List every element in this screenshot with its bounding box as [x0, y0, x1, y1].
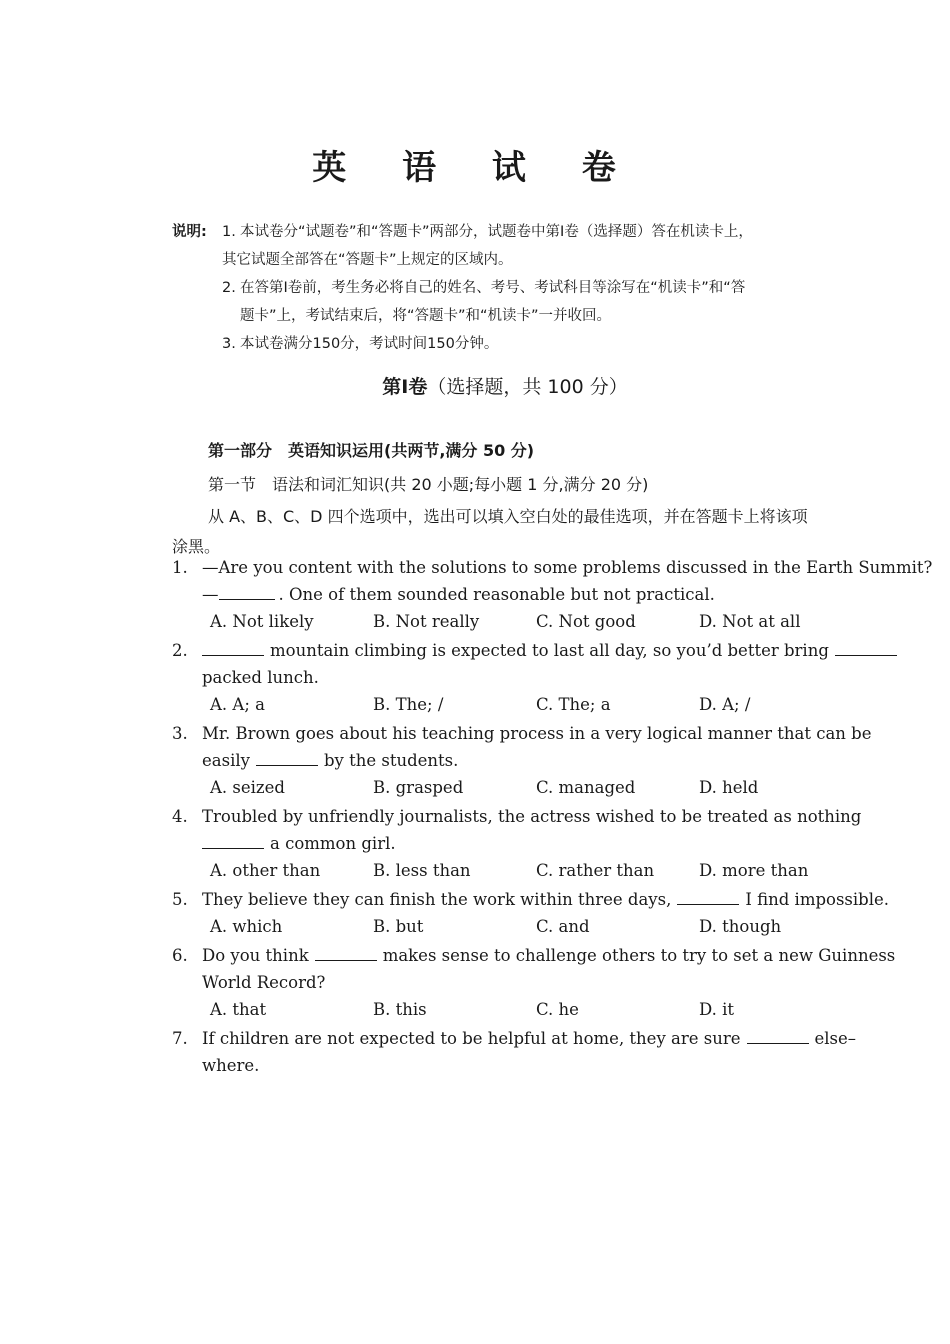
option-d[interactable]: D. more than — [699, 861, 809, 880]
question-7 — [172, 1025, 862, 1079]
question-list — [172, 554, 933, 1079]
answer-blank[interactable] — [219, 585, 275, 600]
answer-options — [172, 774, 862, 801]
note-number: 3. — [222, 336, 236, 352]
exam-title: 英 语 试 卷 — [312, 148, 638, 188]
question-number: 5. — [172, 890, 188, 909]
question-4 — [172, 803, 862, 884]
note-text: 在答第Ⅰ卷前，考生务必将自己的姓名、考号、考试科目等涂写在“机读卡”和“答 — [240, 280, 746, 296]
subsection-heading — [208, 472, 648, 495]
question-text: where. — [202, 1056, 260, 1075]
answer-blank[interactable] — [315, 946, 377, 961]
note-number: 1. — [222, 224, 236, 240]
question-text: World Record? — [202, 973, 326, 992]
part-title-rest: （选择题，共 100 分） — [427, 376, 628, 398]
answer-blank[interactable] — [202, 641, 264, 656]
question-number: 4. — [172, 807, 188, 826]
question-text: packed lunch. — [202, 668, 319, 687]
option-c[interactable]: C. and — [536, 917, 590, 936]
answer-blank[interactable] — [256, 751, 318, 766]
answer-blank[interactable] — [677, 890, 739, 905]
instructions-block — [172, 218, 862, 358]
note-text-continued: 其它试题全部答在“答题卡”上规定的区域内。 — [222, 252, 513, 268]
question-text: They believe they can finish the work within three days, — [202, 890, 672, 909]
subsection-title: 语法和词汇知识(共 20 小题;每小题 1 分,满分 20 分) — [272, 475, 649, 494]
question-5 — [172, 886, 890, 940]
option-d[interactable]: D. Not at all — [699, 612, 801, 631]
question-text: mountain climbing is expected to last all day, so you’d better bring — [270, 641, 829, 660]
answer-blank[interactable] — [747, 1029, 809, 1044]
question-text: . One of them sounded reasonable but not practical. — [278, 585, 715, 604]
option-a[interactable]: A. other than — [210, 861, 321, 880]
question-text: makes sense to challenge others to try to set a new Guinness — [382, 946, 896, 965]
part-title-bold: 第Ⅰ卷 — [382, 376, 428, 398]
subsection-number: 第一节 — [208, 475, 257, 494]
answer-blank[interactable] — [202, 834, 264, 849]
question-number: 6. — [172, 946, 188, 965]
question-text: else– — [814, 1029, 857, 1048]
question-text: Troubled by unfriendly journalists, the actress wished to be treated as nothing — [202, 807, 862, 826]
option-a[interactable]: A. that — [210, 1000, 267, 1019]
note-item-1 — [172, 218, 862, 274]
instruction-line: 涂黑。 — [172, 537, 221, 556]
question-text: — — [202, 585, 219, 604]
note-item-3 — [172, 330, 862, 358]
question-text: If children are not expected to be helpful at home, they are sure — [202, 1029, 741, 1048]
question-text: by the students. — [323, 751, 459, 770]
section-heading: 第一部分 英语知识运用(共两节,满分 50 分) — [208, 441, 535, 460]
answer-options — [172, 857, 862, 884]
note-item-2 — [172, 274, 862, 330]
question-6 — [172, 942, 896, 1023]
option-d[interactable]: D. it — [699, 1000, 735, 1019]
part-title — [0, 372, 950, 399]
note-number: 2. — [222, 280, 236, 296]
question-text: Mr. Brown goes about his teaching process in a very logical manner that can be — [202, 724, 872, 743]
option-c[interactable]: C. managed — [536, 778, 636, 797]
question-text: a common girl. — [270, 834, 396, 853]
question-number: 3. — [172, 724, 188, 743]
option-a[interactable]: A. Not likely — [210, 612, 314, 631]
question-1 — [172, 554, 933, 635]
answer-options — [172, 608, 862, 635]
question-text: —Are you content with the solutions to some problems discussed in the Earth Summit? — [202, 558, 933, 577]
question-text: easily — [202, 751, 250, 770]
option-b[interactable]: B. grasped — [373, 778, 464, 797]
question-number: 1. — [172, 558, 188, 577]
note-text: 本试卷分“试题卷”和“答题卡”两部分，试题卷中第Ⅰ卷（选择题）答在机读卡上， — [240, 224, 753, 240]
option-b[interactable]: B. but — [373, 917, 424, 936]
option-b[interactable]: B. less than — [373, 861, 471, 880]
note-text: 本试卷满分150分，考试时间150分钟。 — [240, 336, 499, 352]
option-d[interactable]: D. held — [699, 778, 759, 797]
question-number: 7. — [172, 1029, 188, 1048]
answer-blank[interactable] — [835, 641, 897, 656]
question-number: 2. — [172, 641, 188, 660]
question-text: Do you think — [202, 946, 309, 965]
option-a[interactable]: A. A; a — [210, 695, 265, 714]
question-3 — [172, 720, 872, 801]
option-a[interactable]: A. seized — [210, 778, 285, 797]
option-c[interactable]: C. Not good — [536, 612, 636, 631]
option-d[interactable]: D. A; / — [699, 695, 751, 714]
option-b[interactable]: B. The; / — [373, 695, 444, 714]
option-b[interactable]: B. Not really — [373, 612, 480, 631]
answer-options — [172, 996, 862, 1023]
option-c[interactable]: C. rather than — [536, 861, 655, 880]
option-c[interactable]: C. he — [536, 1000, 579, 1019]
answer-options — [172, 691, 862, 718]
option-a[interactable]: A. which — [210, 917, 283, 936]
notes-label: 说明: — [172, 224, 207, 240]
note-text-continued: 题卡”上，考试结束后，将“答题卡”和“机读卡”一并收回。 — [240, 308, 612, 324]
option-c[interactable]: C. The; a — [536, 695, 611, 714]
section-instruction — [172, 502, 862, 562]
option-b[interactable]: B. this — [373, 1000, 427, 1019]
option-d[interactable]: D. though — [699, 917, 782, 936]
answer-options — [172, 913, 862, 940]
question-text: I find impossible. — [745, 890, 890, 909]
question-2 — [172, 637, 862, 718]
instruction-line: 从 A、B、C、D 四个选项中，选出可以填入空白处的最佳选项，并在答题卡上将该项 — [208, 507, 808, 526]
